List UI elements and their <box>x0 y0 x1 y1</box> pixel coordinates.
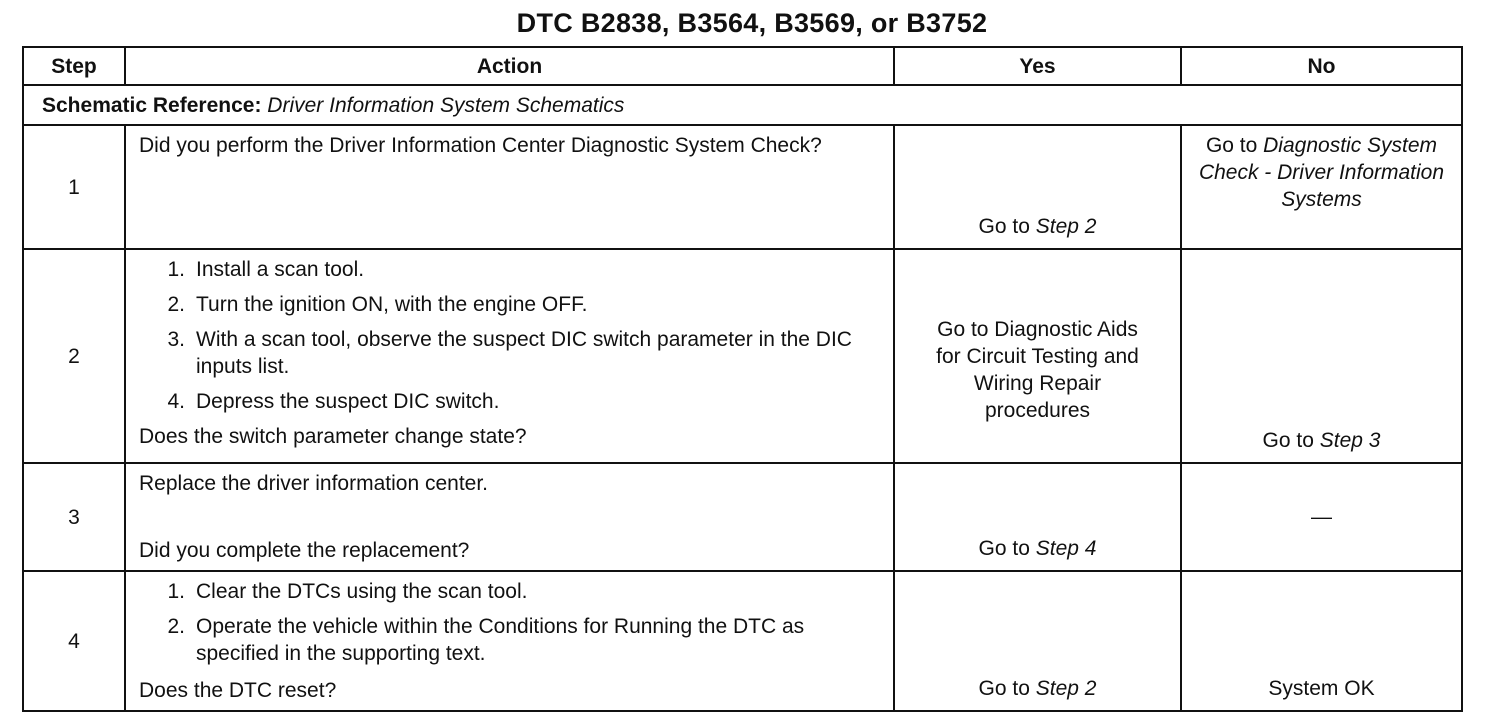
no-step-link[interactable]: Diagnostic System Check - Driver Information Systems <box>1198 134 1445 211</box>
table-row <box>23 463 1462 571</box>
substep-list <box>139 256 881 415</box>
schematic-reference-label: Schematic Reference: <box>42 93 262 117</box>
substep-text: Clear the DTCs using the scan tool. <box>196 580 528 603</box>
no-prefix: Go to <box>1205 134 1264 157</box>
substep-text: With a scan tool, observe the suspect DIC switch parameter in the DIC inputs list. <box>196 328 852 378</box>
yes-step-link[interactable]: Step 4 <box>1035 537 1097 560</box>
no-dash: — <box>1311 505 1332 529</box>
no-cell <box>1181 571 1462 711</box>
action-question: Did you perform the Driver Information Center Diagnostic System Check? <box>139 134 822 157</box>
action-question: Does the DTC reset? <box>139 679 337 702</box>
header-yes: Yes <box>894 47 1181 85</box>
action-question: Did you complete the replacement? <box>139 539 470 562</box>
yes-prefix: Go to <box>978 537 1036 560</box>
yes-cell <box>894 463 1181 571</box>
step-number: 1 <box>23 125 125 249</box>
step-number: 3 <box>23 463 125 571</box>
yes-step-link[interactable]: Step 2 <box>1035 215 1097 238</box>
step-number: 2 <box>23 249 125 463</box>
no-prefix: Go to <box>1262 429 1320 452</box>
action-cell <box>125 249 894 463</box>
yes-prefix: Go to <box>978 215 1036 238</box>
diagnostic-table <box>22 46 1463 712</box>
yes-cell <box>894 571 1181 711</box>
no-cell <box>1181 463 1462 571</box>
yes-prefix: Go to <box>978 677 1036 700</box>
header-step: Step <box>23 47 125 85</box>
action-question: Does the switch parameter change state? <box>139 425 527 448</box>
list-item: 2. Turn the ignition ON, with the engine OFF. <box>167 293 588 316</box>
substep-text: Install a scan tool. <box>196 258 365 281</box>
substep-text: Turn the ignition ON, with the engine OFF. <box>196 293 588 316</box>
header-action: Action <box>125 47 894 85</box>
step-number: 4 <box>23 571 125 711</box>
yes-cell <box>894 125 1181 249</box>
page-title: DTC B2838, B3564, B3569, or B3752 <box>516 8 988 38</box>
table-row <box>23 249 1462 463</box>
action-instruction: Replace the driver information center. <box>139 472 489 495</box>
table-header-row <box>23 47 1462 85</box>
list-item: 2. Operate the vehicle within the Conditions for Running the DTC as specified in the supporting text. <box>167 615 805 665</box>
no-cell <box>1181 249 1462 463</box>
substep-text: Operate the vehicle within the Conditions for Running the DTC as specified in the supporting text. <box>196 615 805 665</box>
no-step-link[interactable]: Step 3 <box>1319 429 1381 452</box>
yes-cell <box>894 249 1181 463</box>
list-item: 3. With a scan tool, observe the suspect DIC switch parameter in the DIC inputs list. <box>167 328 852 378</box>
schematic-reference-link[interactable]: Driver Information System Schematics <box>267 93 625 117</box>
yes-text[interactable]: Go to Diagnostic Aids for Circuit Testing and Wiring Repair procedures <box>936 318 1139 422</box>
schematic-reference-row <box>23 85 1462 125</box>
action-cell <box>125 571 894 711</box>
no-text: System OK <box>1268 677 1375 700</box>
header-no: No <box>1181 47 1462 85</box>
action-cell <box>125 125 894 249</box>
list-item: 1. Install a scan tool. <box>167 258 365 281</box>
list-item: 4. Depress the suspect DIC switch. <box>167 390 500 413</box>
no-cell <box>1181 125 1462 249</box>
action-cell <box>125 463 894 571</box>
substep-text: Depress the suspect DIC switch. <box>196 390 500 413</box>
substep-list <box>139 578 881 667</box>
list-item: 1. Clear the DTCs using the scan tool. <box>167 580 528 603</box>
table-row <box>23 125 1462 249</box>
yes-step-link[interactable]: Step 2 <box>1035 677 1097 700</box>
table-row <box>23 571 1462 711</box>
